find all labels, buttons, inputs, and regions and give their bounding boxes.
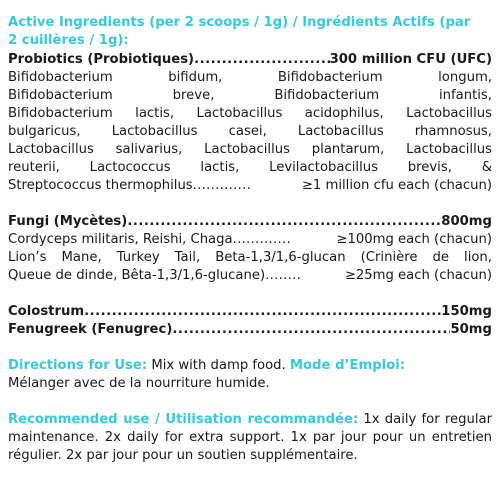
probiotics-amount: 300 million CFU (UFC) [329, 52, 492, 67]
probiotics-each-value: ≥1 million cfu each (chacun) [301, 178, 492, 193]
fungi-line-2 [8, 249, 492, 267]
fungi-species-value: ≥100mg each (chacun) [336, 232, 492, 247]
leader-dots: ............. [192, 178, 252, 193]
leader-dots [127, 213, 441, 231]
leader-dots [172, 321, 450, 339]
probiotics-strains [8, 69, 492, 177]
recommended-label: Recommended use / Utilisation recommandée: [8, 412, 359, 427]
colostrum-row [8, 303, 492, 321]
strain-line: reuterii, Lactococcus lactis, Levilactobacillus brevis, & [8, 160, 492, 175]
probiotics-row [8, 51, 492, 69]
fenugreek-row [8, 321, 492, 339]
leader-dots [194, 51, 329, 69]
active-ingredients-heading [8, 14, 492, 50]
fenugreek-label: Fenugreek (Fenugrec) [8, 322, 173, 337]
fungi-species: Queue de dinde, Bêta-1,3/1,6-glucane) [8, 268, 266, 283]
heading-line-2: 2 cuillères / 1g): [8, 33, 129, 48]
strain-last: Streptococcus thermophilus [8, 178, 193, 193]
recommended-text: 1x daily for regular maintenance. 2x daily for extra support. 1x par jour pour un entretien régulier. 2x par jour pour un soutien supplémentaire. [8, 412, 492, 463]
colostrum-label: Colostrum [8, 304, 85, 319]
fungi-species: Lion’s Mane, Turkey Tail, Beta-1,3/1,6-glucan (Crinière de lion, [8, 250, 492, 265]
fungi-species: Cordyceps militaris, Reishi, Chaga [8, 232, 233, 247]
fungi-species-value: ≥25mg each (chacun) [344, 268, 492, 283]
fungi-label: Fungi (Mycètes) [8, 214, 128, 229]
fungi-line-1 [8, 231, 492, 249]
probiotics-each-row [8, 177, 492, 195]
fungi-line-3 [8, 267, 492, 285]
leader-dots: ........ [265, 268, 302, 283]
directions-text-en: Mix with damp food. [147, 358, 290, 373]
strain-line: Bifidobacterium bifidum, Bifidobacterium longum, [8, 70, 492, 85]
probiotics-label: Probiotics (Probiotiques) [8, 52, 195, 67]
directions-label-fr: Mode d’Emploi: [289, 358, 406, 373]
colostrum-amount: 150mg [441, 304, 492, 319]
strain-line: Bifidobacterium lactis, Lactobacillus acidophilus, Lactobacillus [8, 106, 492, 121]
directions-text-fr: Mélanger avec de la nourriture humide. [8, 376, 270, 391]
fenugreek-amount: 50mg [450, 322, 492, 337]
directions-label-en: Directions for Use: [8, 358, 148, 373]
leader-dots [84, 303, 441, 321]
heading-line-1: Active Ingredients (per 2 scoops / 1g) / Ingrédients Actifs (par [8, 15, 471, 30]
leader-dots: ............. [232, 232, 291, 247]
strain-line: bulgaricus, Lactobacillus casei, Lactobacillus rhamnosus, [8, 124, 492, 139]
fungi-row [8, 213, 492, 231]
strain-line: Lactobacillus salivarius, Lactobacillus plantarum, Lactobacillus [8, 142, 492, 157]
strain-line: Bifidobacterium breve, Bifidobacterium infantis, [8, 88, 492, 103]
directions-paragraph [8, 357, 492, 393]
fungi-amount: 800mg [441, 214, 492, 229]
recommended-paragraph [8, 411, 492, 465]
